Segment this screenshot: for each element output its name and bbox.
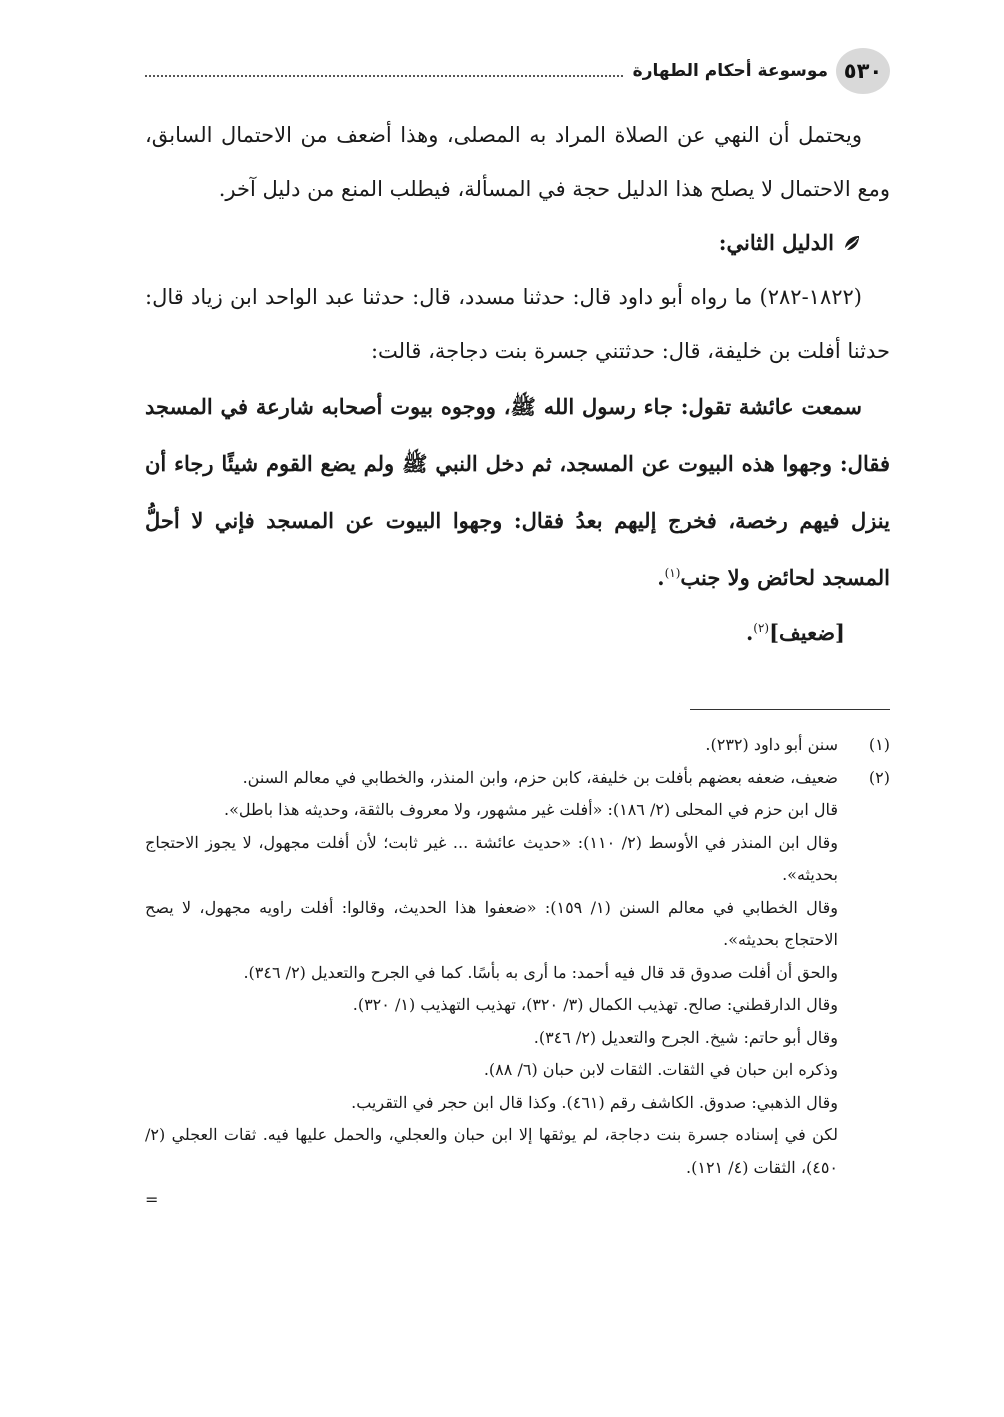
isnad-paragraph: (١٨٢٢-٢٨٢) ما رواه أبو داود قال: حدثنا مسدد، قال: حدثنا عبد الواحد ابن زياد قال: حدثنا أفلت بن خليفة، قال: حدثتني جسرة بنت دجاجة، قالت: (145, 285, 890, 363)
hadith-end: . (657, 565, 665, 590)
footnote-body (145, 729, 838, 762)
footnote-number: (١) (868, 735, 890, 754)
running-header (145, 48, 890, 94)
footnote-number: (٢) (868, 767, 890, 787)
footnote-line: وقال أبو حاتم: شيخ. الجرح والتعديل (٢/ ٣٤٦). (533, 1027, 838, 1047)
header-title-row (145, 58, 828, 84)
footnotes (145, 729, 890, 1217)
footnote-line: وذكره ابن حبان في الثقات. الثقات لابن حبان (٦/ ٨٨). (483, 1060, 838, 1079)
footnote-2 (145, 762, 890, 1217)
footnote-body (145, 762, 838, 1217)
hadith-body: سمعت عائشة تقول: جاء رسول الله ﷺ، ووجوه بيوت أصحابه شارعة في المسجد فقال: وجهوا هذه البيوت عن المسجد، ثم دخل النبي ﷺ ولم يضع القوم شيئًا رجاء أن ينزل فيهم رخصة، فخرج إليهم بعدُ فقال: وجهوا البيوت عن المسجد فإني لا أحلُّ المسجد لحائض ولا جنب (145, 394, 890, 590)
footnote-line: وقال ابن المنذر في الأوسط (٢/ ١١٠): «حديث عائشة ... غير ثابت؛ لأن أفلت مجهول، لا يجوز الاحتجاج بحديثه». (145, 832, 838, 884)
book-title: موسوعة أحكام الطهارة (632, 61, 828, 81)
footnote-last-line (145, 1119, 838, 1184)
page-number: ٥٣٠ (836, 48, 890, 94)
paragraph-1: ويحتمل أن النهي عن الصلاة المراد به المصلى، وهذا أضعف من الاحتمال السابق، ومع الاحتمال لا يصلح هذا الدليل حجة في المسألة، فيطلب المنع من دليل آخر. (145, 123, 890, 201)
section-heading (145, 216, 890, 270)
footnote-ref-1[interactable]: (١) (664, 566, 681, 580)
footnote-continue-row (145, 1184, 838, 1217)
footnote-line: وقال الذهبي: صدوق. الكاشف رقم (٤٦١). وكذا قال ابن حجر في التقريب. (351, 1092, 838, 1112)
footnote-ref-2[interactable]: (٢) (753, 621, 770, 635)
header-dotted-leader (145, 75, 623, 77)
footnote-line: والحق أن أفلت صدوق قد قال فيه أحمد: ما أرى به بأسًا. كما في الجرح والتعديل (٢/ ٣٤٦). (243, 962, 838, 982)
footnote-1 (145, 729, 890, 762)
hadith-text (145, 378, 890, 606)
footnote-line: لكن في إسناده جسرة بنت دجاجة، لم يوثقها إلا ابن حبان والعجلي، والحمل عليها فيه. ثقات العجلي (٢/ ٤٥٠)، الثقات (٤/ ١٢١). (145, 1125, 838, 1177)
section-heading-text: الدليل الثاني: (718, 230, 834, 255)
footnote-line: سنن أبو داود (٢٣٢). (705, 735, 838, 754)
footnote-line: قال ابن حزم في المحلى (٢/ ١٨٦): «أفلت غير مشهور، ولا معروف بالثقة، وحديثه هذا باطل». (224, 800, 838, 819)
footnote-line: ضعيف، ضعفه بعضهم بأفلت بن خليفة، كابن حزم، وابن المنذر، والخطابي في معالم السنن. (242, 767, 838, 787)
footnote-line: وقال الخطابي في معالم السنن (١/ ١٥٩): «ضعفوا هذا الحديث، وقالوا: أفلت راويه مجهول، لا يصح الاحتجاج بحديثه». (145, 897, 839, 949)
grade-text: [ضعيف] (769, 620, 845, 645)
leaf-ornament-icon (842, 233, 862, 253)
footnote-line: وقال الدارقطني: صالح. تهذيب الكمال (٣/ ٣٢٠)، تهذيب التهذيب (١/ ٣٢٠). (352, 995, 838, 1014)
grade-end: . (745, 620, 754, 645)
footnote-continue-mark: = (145, 1190, 159, 1209)
footnote-separator (690, 709, 890, 710)
hadith-grade (145, 606, 890, 660)
main-text (145, 108, 890, 660)
